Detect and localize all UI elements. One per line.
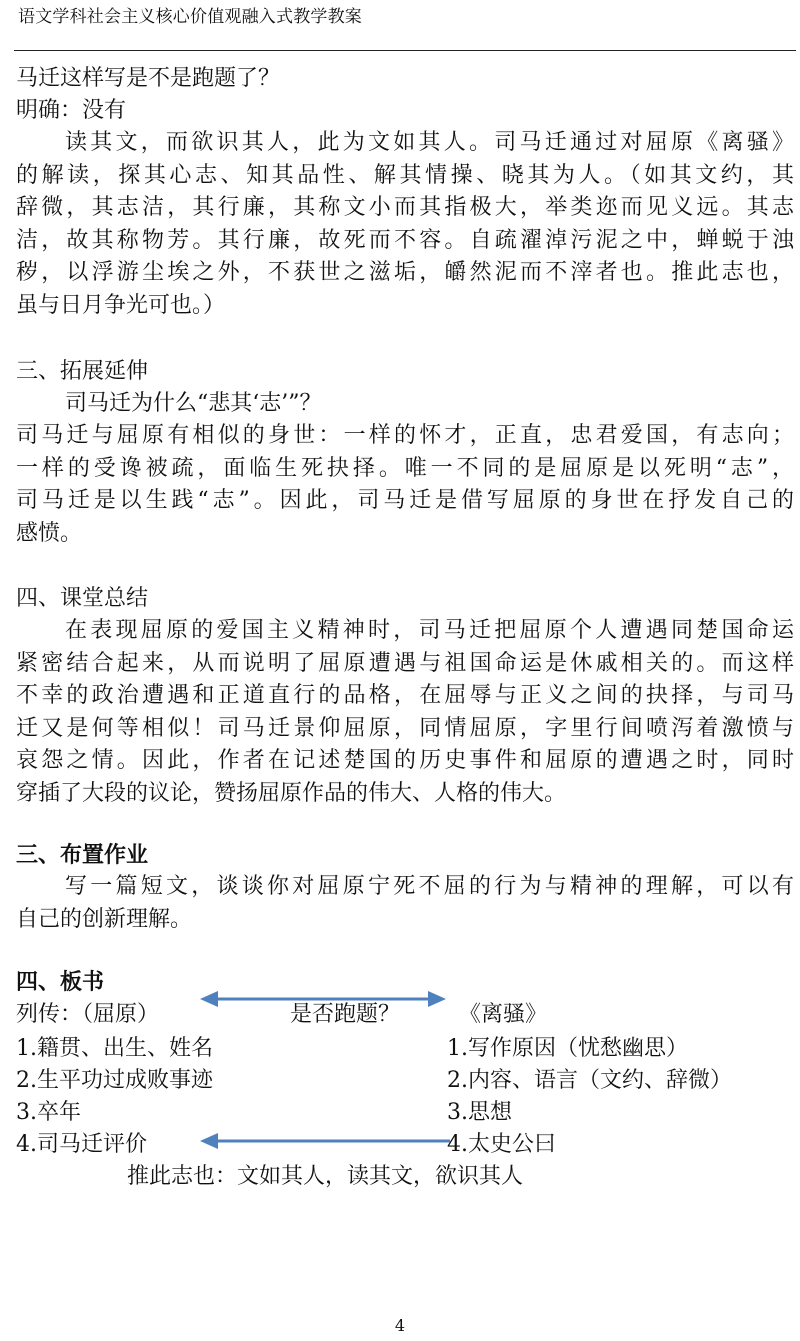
board-right-item: 2.内容、语言（文约、辞微）: [447, 1068, 732, 1093]
text-line: 迁又是何等相似！司马迁景仰屈原，同情屈原，字里行间喷泻着激愤与: [16, 716, 794, 741]
text-line: 司马迁是以生践“志”。因此，司马迁是借写屈原的身世在抒发自己的: [16, 488, 794, 513]
text-line: 穿插了大段的议论，赞扬屈原作品的伟大、人格的伟大。: [16, 781, 567, 806]
text-line: 一样的受谗被疏，面临生死抉择。唯一不同的是屈原是以死明“志”，: [16, 456, 794, 481]
text-line: 读其文，而欲识其人，此为文如其人。司马迁通过对屈原《离骚》: [65, 130, 794, 155]
text-line: 的解读，探其心志、知其品性、解其情操、晓其为人。（如其文约，其: [16, 163, 794, 188]
document-header: 语文学科社会主义核心价值观融入式教学教案: [18, 7, 362, 27]
text-line: 哀怨之情。因此，作者在记述楚国的历史事件和屈原的遭遇之时，同时: [16, 748, 794, 773]
section-heading: 三、拓展延伸: [16, 359, 149, 384]
text-line: 司马迁为什么“悲其‘志’”？: [65, 391, 322, 416]
section-heading: 四、板书: [16, 970, 105, 995]
board-right-item: 4.太史公曰: [447, 1132, 556, 1157]
board-left-title: 列传：（屈原）: [16, 1002, 160, 1027]
board-left-item: 3.卒年: [16, 1100, 81, 1125]
text-line: 马迁这样写是不是跑题了？: [16, 66, 281, 91]
board-left-item: 4.司马迁评价: [16, 1132, 147, 1157]
text-line: 洁，故其称物芳。其行廉，故死而不容。自疏濯淖污泥之中，蝉蜕于浊: [16, 228, 794, 253]
text-line: 自己的创新理解。: [16, 907, 193, 932]
header-rule: [14, 50, 796, 51]
text-line: 司马迁与屈原有相似的身世：一样的怀才，正直，忠君爱国，有志向；: [16, 423, 794, 448]
board-right-item: 1.写作原因（忧愁幽思）: [447, 1036, 688, 1061]
text-line: 紧密结合起来，从而说明了屈原遭遇与祖国命运是休戚相关的。而这样: [16, 651, 794, 676]
board-middle-question: 是否跑题？: [290, 1002, 401, 1027]
text-line: 辞微，其志洁，其行廉，其称文小而其指极大，举类迩而见义远。其志: [16, 195, 794, 220]
page-number: 4: [394, 1316, 406, 1335]
section-heading: 四、课堂总结: [16, 586, 149, 611]
board-right-title: 《离骚》: [459, 1002, 548, 1027]
text-line: 秽，以浮游尘埃之外，不获世之滋垢，皭然泥而不滓者也。推此志也，: [16, 260, 794, 285]
text-line: 不幸的政治遭遇和正道直行的品格，在屈辱与正义之间的抉择，与司马: [16, 683, 794, 708]
section-heading: 三、布置作业: [16, 843, 149, 868]
board-conclusion: 推此志也：文如其人，读其文，欲识其人: [127, 1164, 524, 1189]
board-left-item: 2.生平功过成败事迹: [16, 1068, 213, 1093]
board-right-item: 3.思想: [447, 1100, 512, 1125]
text-line: 明确：没有: [16, 98, 127, 123]
text-line: 虽与日月争光可也。）: [16, 293, 226, 318]
left-arrow-icon: [200, 1133, 450, 1149]
text-line: 感愤。: [16, 521, 83, 546]
text-line: 写一篇短文，谈谈你对屈原宁死不屈的行为与精神的理解，可以有: [65, 874, 794, 899]
text-line: 在表现屈原的爱国主义精神时，司马迁把屈原个人遭遇同楚国命运: [65, 618, 794, 643]
board-left-item: 1.籍贯、出生、姓名: [16, 1036, 213, 1061]
